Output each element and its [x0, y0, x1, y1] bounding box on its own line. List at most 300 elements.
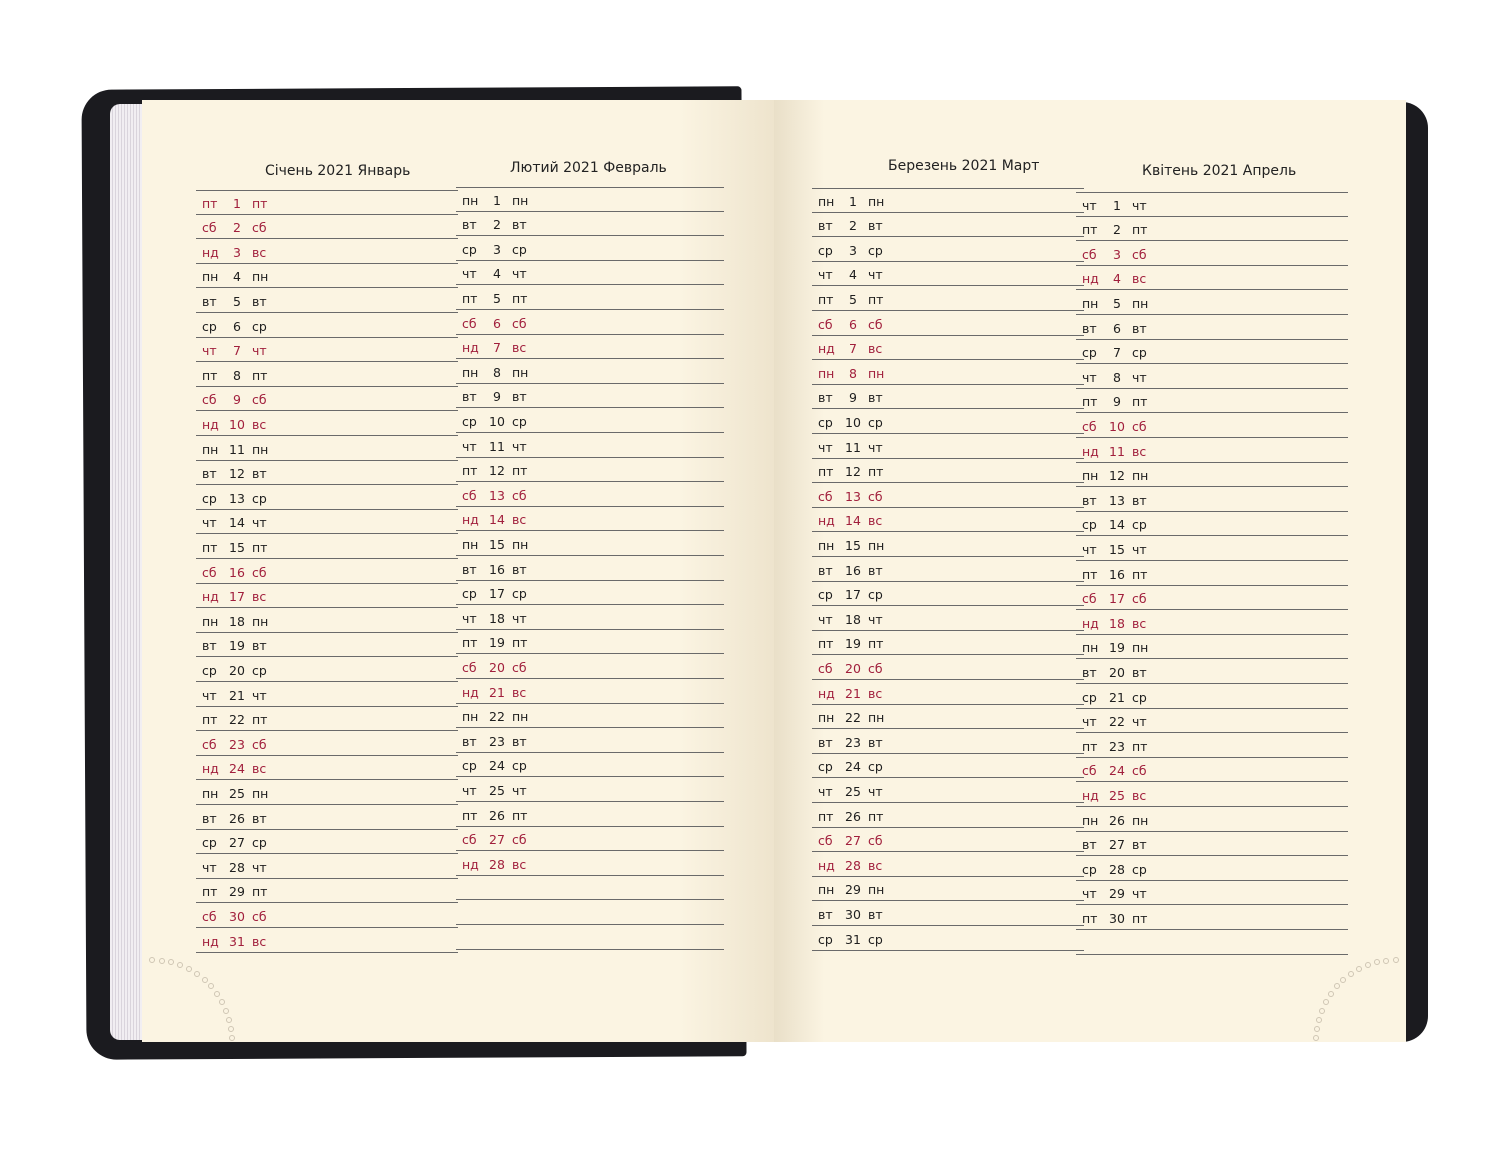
day-number: 22 — [1109, 714, 1125, 730]
weekday-abbr: ср — [512, 413, 527, 429]
weekday-abbr: пн — [462, 709, 479, 725]
decorative-dot — [228, 1026, 234, 1032]
weekday-abbr: вс — [252, 761, 267, 777]
weekday-abbr: вт — [512, 389, 527, 405]
weekday-abbr: вс — [868, 685, 883, 701]
weekday-abbr: вт — [252, 638, 267, 654]
weekday-abbr: чт — [1132, 886, 1147, 902]
weekday-abbr: ср — [818, 242, 833, 258]
weekday-abbr: нд — [462, 856, 479, 872]
weekday-abbr: ср — [252, 490, 267, 506]
weekday-abbr: вт — [1132, 664, 1147, 680]
day-number: 19 — [845, 636, 861, 652]
weekday-abbr: ср — [1082, 861, 1097, 877]
weekday-abbr: вс — [252, 244, 267, 260]
day-number: 14 — [489, 512, 505, 528]
day-number: 4 — [849, 267, 857, 283]
day-number: 7 — [493, 340, 501, 356]
day-number: 16 — [1109, 566, 1125, 582]
day-number: 2 — [1113, 222, 1121, 238]
day-number: 5 — [493, 290, 501, 306]
weekday-abbr: пн — [818, 193, 835, 209]
weekday-abbr: сб — [818, 833, 833, 849]
day-number: 18 — [229, 613, 245, 629]
day-number: 28 — [229, 859, 245, 875]
decorative-dot — [1356, 966, 1362, 972]
weekday-abbr: сб — [202, 392, 217, 408]
decorative-dot — [219, 999, 225, 1005]
day-number: 27 — [489, 832, 505, 848]
day-number: 31 — [845, 931, 861, 947]
day-number: 28 — [1109, 861, 1125, 877]
weekday-abbr: пт — [1132, 222, 1148, 238]
day-number: 26 — [845, 808, 861, 824]
weekday-abbr: пн — [252, 613, 269, 629]
weekday-abbr: сб — [252, 220, 267, 236]
day-number: 14 — [229, 515, 245, 531]
weekday-abbr: нд — [202, 933, 219, 949]
weekday-abbr: чт — [1132, 714, 1147, 730]
day-number: 7 — [849, 341, 857, 357]
decorative-dot — [1323, 999, 1329, 1005]
weekday-abbr: сб — [252, 564, 267, 580]
weekday-abbr: сб — [462, 832, 477, 848]
day-number: 21 — [845, 685, 861, 701]
day-number: 11 — [229, 441, 245, 457]
day-number: 29 — [229, 884, 245, 900]
day-number: 18 — [1109, 615, 1125, 631]
weekday-abbr: ср — [1132, 861, 1147, 877]
day-number: 2 — [493, 217, 501, 233]
weekday-abbr: сб — [202, 564, 217, 580]
weekday-abbr: вт — [512, 561, 527, 577]
day-number: 6 — [233, 318, 241, 334]
day-number: 26 — [1109, 812, 1125, 828]
weekday-abbr: вс — [512, 856, 527, 872]
weekday-abbr: ср — [202, 835, 217, 851]
decorative-dot — [194, 971, 200, 977]
left-page — [142, 100, 774, 1042]
weekday-abbr: ср — [868, 931, 883, 947]
month-title-march: Березень 2021 Март — [888, 158, 1040, 174]
weekday-abbr: чт — [512, 266, 527, 282]
day-number: 6 — [493, 315, 501, 331]
month-title-april: Квітень 2021 Апрель — [1142, 163, 1297, 179]
weekday-abbr: пт — [1132, 566, 1148, 582]
day-number: 24 — [489, 758, 505, 774]
weekday-abbr: пн — [512, 364, 529, 380]
decorative-dot — [1313, 1035, 1319, 1041]
day-number: 28 — [489, 856, 505, 872]
decorative-dot — [202, 977, 208, 983]
weekday-abbr: пт — [1132, 394, 1148, 410]
weekday-abbr: вс — [512, 684, 527, 700]
weekday-abbr: вт — [512, 217, 527, 233]
weekday-abbr: чт — [462, 438, 477, 454]
weekday-abbr: пн — [462, 192, 479, 208]
day-number: 16 — [489, 561, 505, 577]
day-number: 1 — [849, 193, 857, 209]
month-title-january: Січень 2021 Январь — [265, 163, 411, 179]
weekday-abbr: вт — [1082, 837, 1097, 853]
decorative-dot — [168, 959, 174, 965]
day-number: 5 — [233, 293, 241, 309]
day-number: 15 — [229, 539, 245, 555]
weekday-abbr: чт — [252, 515, 267, 531]
weekday-abbr: вс — [868, 341, 883, 357]
weekday-abbr: вт — [868, 734, 883, 750]
decorative-dot — [1340, 977, 1346, 983]
right-page — [774, 100, 1406, 1042]
day-number: 29 — [845, 882, 861, 898]
weekday-abbr: ср — [462, 758, 477, 774]
day-number: 12 — [229, 466, 245, 482]
weekday-abbr: вс — [1132, 443, 1147, 459]
weekday-abbr: сб — [1132, 591, 1147, 607]
weekday-abbr: чт — [252, 343, 267, 359]
day-number: 9 — [849, 390, 857, 406]
day-number: 31 — [229, 933, 245, 949]
weekday-abbr: ср — [512, 586, 527, 602]
weekday-abbr: нд — [202, 589, 219, 605]
weekday-abbr: ср — [252, 318, 267, 334]
weekday-abbr: вс — [1132, 271, 1147, 287]
weekday-abbr: вт — [462, 389, 477, 405]
day-number: 1 — [493, 192, 501, 208]
weekday-abbr: сб — [202, 908, 217, 924]
day-number: 11 — [845, 439, 861, 455]
weekday-abbr: вт — [868, 906, 883, 922]
day-number: 5 — [849, 291, 857, 307]
weekday-abbr: вс — [512, 340, 527, 356]
weekday-abbr: пт — [1082, 738, 1098, 754]
weekday-abbr: нд — [1082, 787, 1099, 803]
decorative-dot — [1348, 971, 1354, 977]
weekday-abbr: ср — [868, 759, 883, 775]
weekday-abbr: чт — [818, 611, 833, 627]
decorative-dot — [177, 962, 183, 968]
weekday-abbr: сб — [202, 736, 217, 752]
weekday-abbr: нд — [1082, 443, 1099, 459]
weekday-abbr: чт — [818, 783, 833, 799]
day-number: 29 — [1109, 886, 1125, 902]
weekday-abbr: сб — [868, 488, 883, 504]
weekday-abbr: вт — [1132, 320, 1147, 336]
weekday-abbr: чт — [1132, 369, 1147, 385]
day-number: 12 — [1109, 468, 1125, 484]
day-number: 17 — [489, 586, 505, 602]
day-number: 2 — [849, 218, 857, 234]
weekday-abbr: ср — [1132, 689, 1147, 705]
weekday-abbr: пт — [868, 464, 884, 480]
weekday-abbr: вс — [868, 513, 883, 529]
weekday-abbr: пт — [202, 884, 218, 900]
weekday-abbr: вт — [818, 218, 833, 234]
weekday-abbr: вт — [818, 906, 833, 922]
day-number: 1 — [233, 195, 241, 211]
decorative-dot — [1328, 991, 1334, 997]
weekday-abbr: ср — [1082, 689, 1097, 705]
weekday-abbr: вт — [202, 638, 217, 654]
day-number: 15 — [845, 537, 861, 553]
weekday-abbr: пт — [252, 539, 268, 555]
weekday-abbr: чт — [252, 687, 267, 703]
day-number: 21 — [1109, 689, 1125, 705]
weekday-abbr: пт — [202, 367, 218, 383]
weekday-abbr: ср — [462, 586, 477, 602]
weekday-abbr: ср — [512, 241, 527, 257]
weekday-abbr: сб — [252, 908, 267, 924]
decorative-dot — [186, 966, 192, 972]
weekday-abbr: пн — [252, 785, 269, 801]
weekday-abbr: вт — [252, 810, 267, 826]
day-number: 12 — [489, 463, 505, 479]
day-number: 30 — [1109, 910, 1125, 926]
weekday-abbr: пт — [252, 195, 268, 211]
weekday-abbr: ср — [818, 931, 833, 947]
weekday-abbr: пт — [868, 636, 884, 652]
weekday-abbr: пт — [1132, 910, 1148, 926]
day-number: 3 — [1113, 246, 1121, 262]
day-number: 24 — [845, 759, 861, 775]
weekday-abbr: ср — [202, 318, 217, 334]
weekday-abbr: вт — [202, 810, 217, 826]
weekday-abbr: нд — [1082, 615, 1099, 631]
weekday-abbr: чт — [202, 343, 217, 359]
decorative-dot — [1383, 958, 1389, 964]
month-title-february: Лютий 2021 Февраль — [510, 160, 667, 176]
day-number: 22 — [229, 712, 245, 728]
weekday-abbr: пт — [462, 807, 478, 823]
weekday-abbr: пт — [1082, 910, 1098, 926]
day-number: 6 — [849, 316, 857, 332]
weekday-abbr: вт — [1132, 837, 1147, 853]
weekday-abbr: пн — [202, 613, 219, 629]
weekday-abbr: нд — [202, 244, 219, 260]
weekday-abbr: пт — [818, 808, 834, 824]
day-number: 4 — [493, 266, 501, 282]
day-number: 8 — [849, 365, 857, 381]
weekday-abbr: пн — [252, 441, 269, 457]
day-number: 9 — [493, 389, 501, 405]
weekday-abbr: ср — [202, 662, 217, 678]
day-number: 10 — [1109, 418, 1125, 434]
decorative-dot — [226, 1017, 232, 1023]
decorative-dot — [1365, 962, 1371, 968]
weekday-abbr: вт — [462, 561, 477, 577]
weekday-abbr: пн — [512, 709, 529, 725]
day-number: 11 — [1109, 443, 1125, 459]
weekday-abbr: чт — [202, 687, 217, 703]
weekday-abbr: сб — [462, 659, 477, 675]
weekday-abbr: сб — [462, 487, 477, 503]
day-number: 13 — [1109, 492, 1125, 508]
day-number: 16 — [845, 562, 861, 578]
weekday-abbr: пн — [818, 882, 835, 898]
weekday-abbr: сб — [818, 488, 833, 504]
weekday-abbr: пт — [462, 290, 478, 306]
weekday-abbr: пн — [1132, 468, 1149, 484]
weekday-abbr: ср — [868, 587, 883, 603]
weekday-abbr: нд — [202, 416, 219, 432]
weekday-abbr: пн — [1132, 295, 1149, 311]
weekday-abbr: вт — [868, 218, 883, 234]
weekday-abbr: чт — [1082, 714, 1097, 730]
weekday-abbr: пн — [818, 537, 835, 553]
weekday-abbr: пн — [1082, 640, 1099, 656]
weekday-abbr: чт — [512, 438, 527, 454]
day-number: 20 — [229, 662, 245, 678]
weekday-abbr: чт — [462, 610, 477, 626]
weekday-abbr: вс — [512, 512, 527, 528]
decorative-dot — [229, 1035, 235, 1041]
weekday-abbr: сб — [818, 660, 833, 676]
weekday-abbr: пн — [868, 882, 885, 898]
weekday-abbr: сб — [252, 392, 267, 408]
day-number: 15 — [489, 536, 505, 552]
weekday-abbr: пт — [252, 884, 268, 900]
weekday-abbr: пт — [512, 635, 528, 651]
weekday-abbr: сб — [1082, 591, 1097, 607]
weekday-abbr: вт — [868, 562, 883, 578]
day-number: 4 — [233, 269, 241, 285]
day-number: 25 — [229, 785, 245, 801]
weekday-abbr: вт — [818, 390, 833, 406]
weekday-abbr: чт — [1132, 541, 1147, 557]
weekday-abbr: пт — [462, 635, 478, 651]
weekday-abbr: чт — [818, 267, 833, 283]
day-number: 20 — [1109, 664, 1125, 680]
weekday-abbr: пт — [462, 463, 478, 479]
weekday-abbr: пт — [1132, 738, 1148, 754]
day-number: 3 — [233, 244, 241, 260]
weekday-abbr: сб — [462, 315, 477, 331]
weekday-abbr: чт — [1082, 886, 1097, 902]
weekday-abbr: чт — [512, 782, 527, 798]
day-number: 5 — [1113, 295, 1121, 311]
weekday-abbr: пн — [868, 365, 885, 381]
weekday-abbr: ср — [252, 835, 267, 851]
day-number: 30 — [229, 908, 245, 924]
weekday-abbr: вс — [1132, 787, 1147, 803]
weekday-abbr: чт — [512, 610, 527, 626]
weekday-abbr: сб — [868, 316, 883, 332]
weekday-abbr: ср — [512, 758, 527, 774]
weekday-abbr: пн — [202, 785, 219, 801]
weekday-abbr: вт — [202, 293, 217, 309]
weekday-abbr: ср — [818, 587, 833, 603]
weekday-abbr: пт — [252, 367, 268, 383]
weekday-abbr: пн — [512, 192, 529, 208]
weekday-abbr: вт — [202, 466, 217, 482]
day-number: 25 — [845, 783, 861, 799]
weekday-abbr: чт — [868, 267, 883, 283]
day-number: 3 — [849, 242, 857, 258]
weekday-abbr: вт — [1132, 492, 1147, 508]
day-number: 8 — [1113, 369, 1121, 385]
weekday-abbr: ср — [1082, 517, 1097, 533]
day-number: 23 — [229, 736, 245, 752]
decorative-dot — [1334, 983, 1340, 989]
weekday-abbr: ср — [868, 242, 883, 258]
day-number: 10 — [845, 414, 861, 430]
weekday-abbr: чт — [1082, 197, 1097, 213]
day-number: 27 — [845, 833, 861, 849]
decorative-dot — [1393, 957, 1399, 963]
weekday-abbr: пт — [818, 291, 834, 307]
weekday-abbr: нд — [462, 340, 479, 356]
weekday-abbr: сб — [1132, 246, 1147, 262]
day-number: 7 — [233, 343, 241, 359]
weekday-abbr: пн — [462, 536, 479, 552]
weekday-abbr: вт — [462, 217, 477, 233]
day-number: 27 — [1109, 837, 1125, 853]
weekday-abbr: пн — [202, 269, 219, 285]
day-number: 23 — [489, 733, 505, 749]
weekday-abbr: сб — [868, 660, 883, 676]
weekday-abbr: вт — [818, 734, 833, 750]
weekday-abbr: чт — [818, 439, 833, 455]
weekday-abbr: чт — [1082, 541, 1097, 557]
weekday-abbr: ср — [1132, 517, 1147, 533]
weekday-abbr: пт — [868, 808, 884, 824]
day-number: 10 — [489, 413, 505, 429]
weekday-abbr: нд — [202, 761, 219, 777]
weekday-abbr: пн — [818, 710, 835, 726]
weekday-abbr: вт — [252, 293, 267, 309]
weekday-abbr: нд — [1082, 271, 1099, 287]
weekday-abbr: нд — [462, 684, 479, 700]
decorative-dot — [1316, 1017, 1322, 1023]
weekday-abbr: вс — [252, 416, 267, 432]
weekday-abbr: пт — [1082, 566, 1098, 582]
decorative-dot — [223, 1008, 229, 1014]
day-number: 13 — [229, 490, 245, 506]
day-number: 17 — [845, 587, 861, 603]
day-number: 13 — [489, 487, 505, 503]
weekday-abbr: нд — [818, 513, 835, 529]
day-number: 14 — [845, 513, 861, 529]
weekday-abbr: вт — [818, 562, 833, 578]
day-number: 23 — [1109, 738, 1125, 754]
weekday-abbr: вт — [1082, 492, 1097, 508]
decorative-dot — [1314, 1026, 1320, 1032]
weekday-abbr: вс — [252, 589, 267, 605]
day-number: 17 — [1109, 591, 1125, 607]
weekday-abbr: сб — [1082, 418, 1097, 434]
weekday-abbr: вт — [1082, 320, 1097, 336]
weekday-abbr: сб — [512, 659, 527, 675]
weekday-abbr: ср — [462, 413, 477, 429]
weekday-abbr: сб — [512, 832, 527, 848]
weekday-abbr: ср — [1132, 345, 1147, 361]
day-number: 21 — [229, 687, 245, 703]
weekday-abbr: вс — [1132, 615, 1147, 631]
weekday-abbr: пн — [1082, 468, 1099, 484]
weekday-abbr: чт — [202, 515, 217, 531]
day-number: 27 — [229, 835, 245, 851]
day-number: 19 — [489, 635, 505, 651]
weekday-abbr: ср — [868, 414, 883, 430]
weekday-abbr: пн — [1132, 640, 1149, 656]
weekday-abbr: пт — [202, 712, 218, 728]
day-number: 25 — [1109, 787, 1125, 803]
day-number: 23 — [845, 734, 861, 750]
weekday-abbr: сб — [202, 220, 217, 236]
decorative-dot — [149, 957, 155, 963]
decorative-dots-right — [774, 100, 1406, 1042]
day-number: 6 — [1113, 320, 1121, 336]
